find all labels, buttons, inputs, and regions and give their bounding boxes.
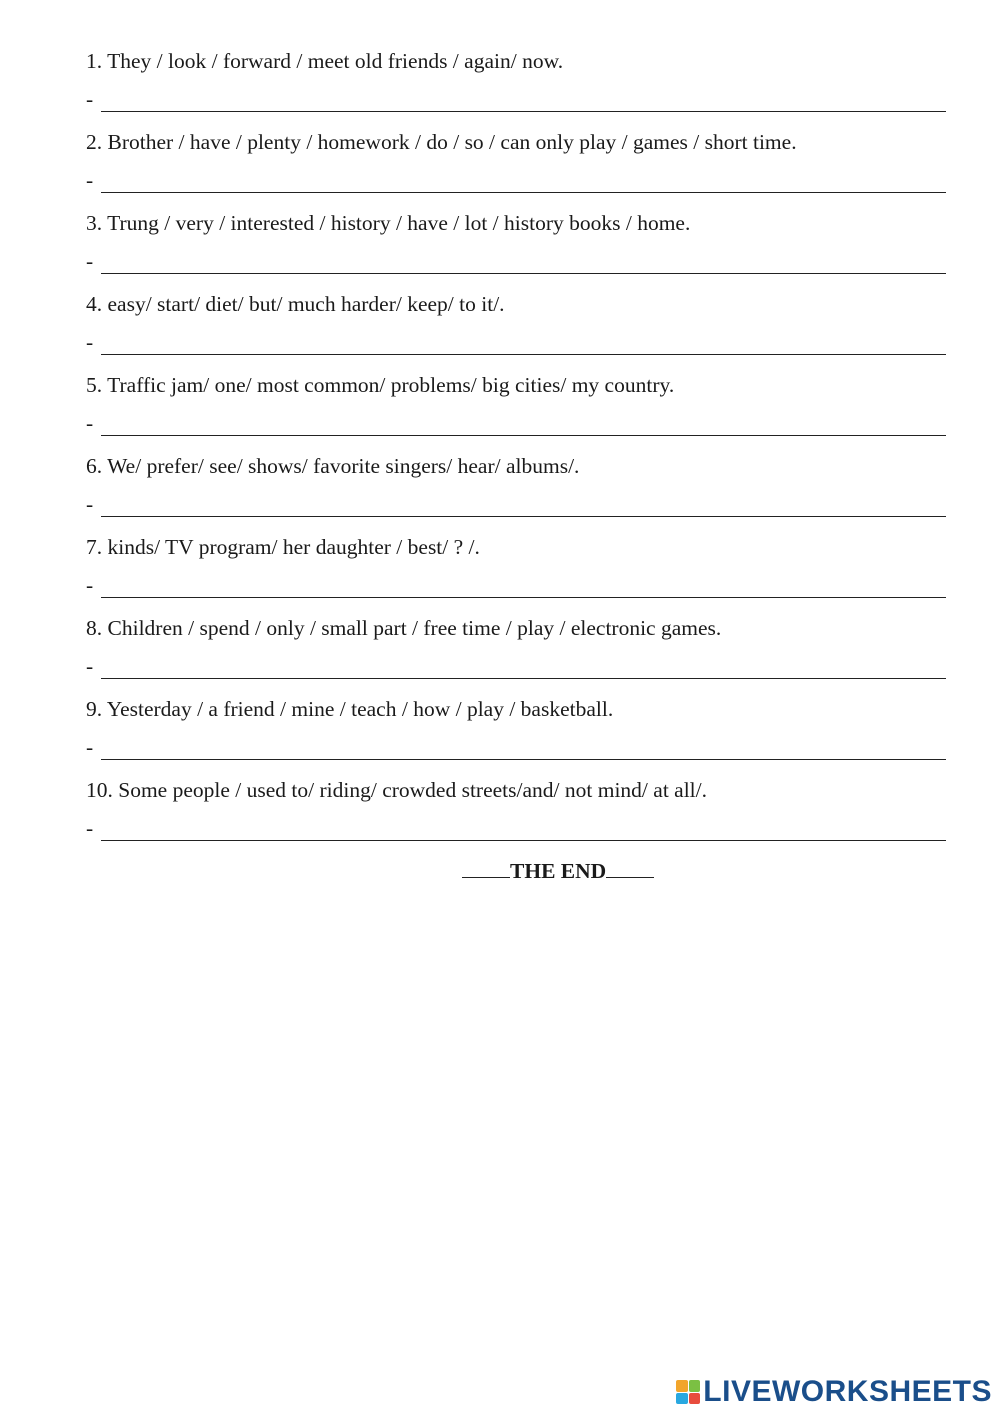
end-text: THE END xyxy=(510,859,607,883)
exercise-prompt: 10. Some people / used to/ riding/ crowded streets/and/ not mind/ at all/. xyxy=(86,778,708,802)
answer-input-3[interactable] xyxy=(101,246,946,274)
logo-square-br xyxy=(689,1393,701,1405)
answer-row xyxy=(86,327,946,357)
answer-dash: - xyxy=(86,816,94,840)
answer-dash: - xyxy=(86,87,94,111)
answer-input-1[interactable] xyxy=(101,84,946,112)
answer-row xyxy=(86,813,946,843)
answer-input-2[interactable] xyxy=(101,165,946,193)
exercise-item-10 xyxy=(86,775,946,856)
logo-square-tr xyxy=(689,1380,701,1392)
answer-row xyxy=(86,570,946,600)
answer-dash: - xyxy=(86,168,94,192)
exercise-prompt: 4. easy/ start/ diet/ but/ much harder/ keep/ to it/. xyxy=(86,292,505,316)
exercise-item-5 xyxy=(86,370,946,451)
answer-input-10[interactable] xyxy=(101,813,946,841)
end-rule-right xyxy=(606,876,654,878)
the-end-label xyxy=(462,856,654,886)
exercise-item-4 xyxy=(86,289,946,370)
answer-dash: - xyxy=(86,249,94,273)
answer-input-6[interactable] xyxy=(101,489,946,517)
exercise-item-8 xyxy=(86,613,946,694)
answer-input-9[interactable] xyxy=(101,732,946,760)
answer-dash: - xyxy=(86,492,94,516)
brand-name: LIVEWORKSHEETS xyxy=(703,1375,992,1408)
answer-dash: - xyxy=(86,330,94,354)
exercise-item-2 xyxy=(86,127,946,208)
exercise-prompt: 9. Yesterday / a friend / mine / teach / how / play / basketball. xyxy=(86,697,614,721)
answer-input-5[interactable] xyxy=(101,408,946,436)
logo-square-bl xyxy=(676,1393,688,1405)
exercise-prompt: 6. We/ prefer/ see/ shows/ favorite singers/ hear/ albums/. xyxy=(86,454,580,478)
exercise-prompt: 5. Traffic jam/ one/ most common/ problems/ big cities/ my country. xyxy=(86,373,675,397)
end-rule-left xyxy=(462,876,510,878)
answer-dash: - xyxy=(86,654,94,678)
exercise-item-9 xyxy=(86,694,946,775)
exercise-item-6 xyxy=(86,451,946,532)
answer-row xyxy=(86,651,946,681)
exercise-prompt: 3. Trung / very / interested / history / have / lot / history books / home. xyxy=(86,211,691,235)
liveworksheets-brand[interactable] xyxy=(676,1375,992,1409)
exercise-prompt: 8. Children / spend / only / small part / free time / play / electronic games. xyxy=(86,616,722,640)
exercise-prompt: 2. Brother / have / plenty / homework / do / so / can only play / games / short time. xyxy=(86,130,797,154)
answer-dash: - xyxy=(86,735,94,759)
answer-row xyxy=(86,165,946,195)
logo-square-tl xyxy=(676,1380,688,1392)
answer-dash: - xyxy=(86,573,94,597)
exercise-item-1 xyxy=(86,46,946,127)
liveworksheets-logo-icon xyxy=(676,1380,700,1404)
answer-dash: - xyxy=(86,411,94,435)
answer-row xyxy=(86,489,946,519)
answer-input-4[interactable] xyxy=(101,327,946,355)
answer-row xyxy=(86,732,946,762)
exercise-prompt: 1. They / look / forward / meet old friends / again/ now. xyxy=(86,49,564,73)
answer-row xyxy=(86,246,946,276)
exercise-item-7 xyxy=(86,532,946,613)
exercise-prompt: 7. kinds/ TV program/ her daughter / best/ ? /. xyxy=(86,535,480,559)
answer-row xyxy=(86,408,946,438)
answer-row xyxy=(86,84,946,114)
exercise-item-3 xyxy=(86,208,946,289)
answer-input-7[interactable] xyxy=(101,570,946,598)
answer-input-8[interactable] xyxy=(101,651,946,679)
